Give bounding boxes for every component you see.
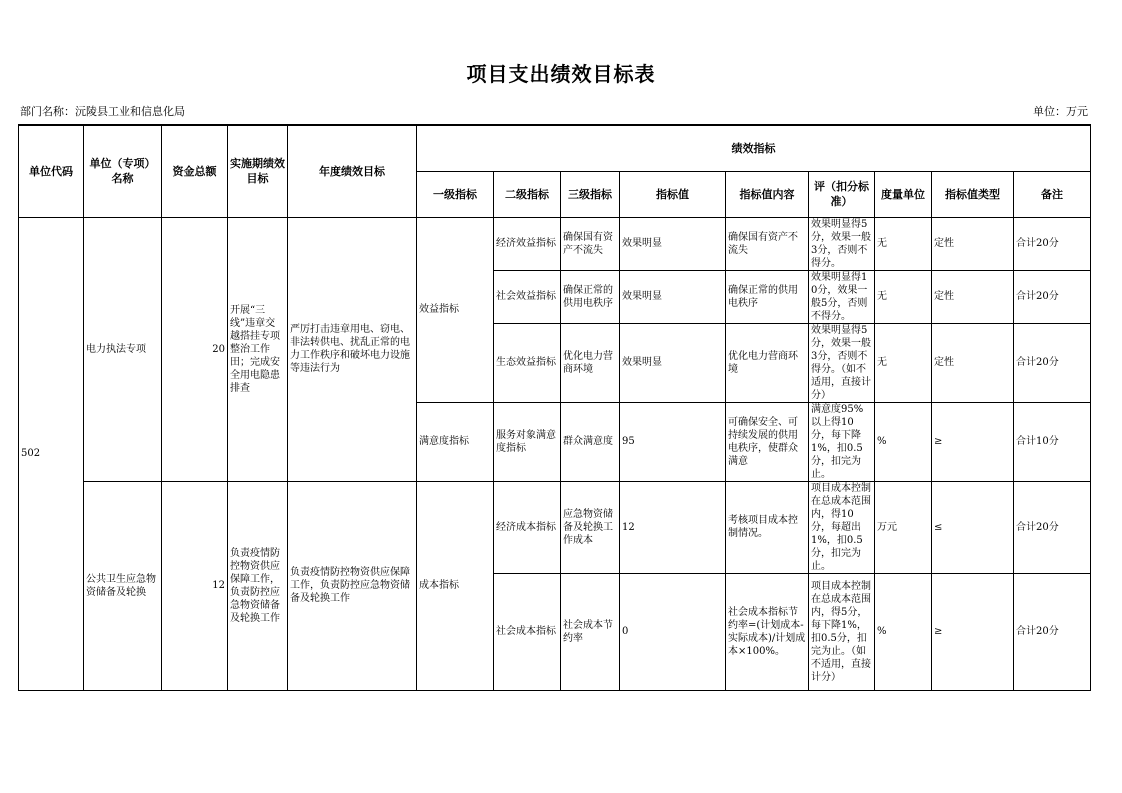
- header-value: 指标值: [620, 171, 726, 217]
- indicator-content: 考核项目成本控制情况。: [726, 481, 809, 573]
- header-value-content: 指标值内容: [726, 171, 809, 217]
- unit-code: 502: [19, 217, 84, 690]
- indicator-content: 优化电力营商环境: [726, 323, 809, 402]
- remark: 合计20分: [1014, 217, 1091, 270]
- value-type: ≥: [932, 402, 1014, 481]
- header-impl-goal: 实施期绩效目标: [228, 125, 288, 217]
- project-name: 电力执法专项: [84, 217, 162, 481]
- department-name: 部门名称：沅陵县工业和信息化局: [20, 105, 185, 118]
- project-annual-goal: 严厉打击违章用电、窃电、非法转供电、扰乱正常的电力工作秩序和破坏电力设施等违法行为: [288, 217, 417, 481]
- currency-unit: 单位：万元: [1033, 105, 1088, 118]
- measure-unit: 无: [875, 270, 932, 323]
- header-perf-indicators: 绩效指标: [417, 125, 1091, 171]
- header-annual-goal: 年度绩效目标: [288, 125, 417, 217]
- indicator-content: 可确保安全、可持续发展的供用电秩序，使群众满意: [726, 402, 809, 481]
- header-level3: 三级指标: [561, 171, 620, 217]
- indicator-content: 确保正常的供用电秩序: [726, 270, 809, 323]
- project-impl-goal: 开展“三线”违章交越搭挂专项整治工作田；完成安全用电隐患排查: [228, 217, 288, 481]
- level2-indicator: 经济效益指标: [494, 217, 561, 270]
- scoring-standard: 效果明显得5分，效果一般3分，否则不得分。（如不适用，直接计分）: [809, 323, 875, 402]
- level2-indicator: 生态效益指标: [494, 323, 561, 402]
- level3-indicator: 群众满意度: [561, 402, 620, 481]
- header-level1: 一级指标: [417, 171, 494, 217]
- header-level2: 二级指标: [494, 171, 561, 217]
- header-measure-unit: 度量单位: [875, 171, 932, 217]
- project-annual-goal: 负责疫情防控物资供应保障工作，负责防控应急物资储备及轮换工作: [288, 481, 417, 690]
- indicator-value: 效果明显: [620, 270, 726, 323]
- remark: 合计20分: [1014, 573, 1091, 690]
- level3-indicator: 确保正常的供用电秩序: [561, 270, 620, 323]
- header-unit-code: 单位代码: [19, 125, 84, 217]
- scoring-standard: 效果明显得5分，效果一般3分，否则不得分。: [809, 217, 875, 270]
- header-value-type: 指标值类型: [932, 171, 1014, 217]
- level2-indicator: 社会效益指标: [494, 270, 561, 323]
- indicator-content: 确保国有资产不流失: [726, 217, 809, 270]
- remark: 合计20分: [1014, 481, 1091, 573]
- scoring-standard: 项目成本控制在总成本范围内，得5分，每下降1%，扣0.5分，扣完为止。（如不适用，直接计分）: [809, 573, 875, 690]
- value-type: 定性: [932, 217, 1014, 270]
- value-type: ≤: [932, 481, 1014, 573]
- header-unit-name: 单位（专项）名称: [84, 125, 162, 217]
- level2-indicator: 社会成本指标: [494, 573, 561, 690]
- indicator-value: 效果明显: [620, 217, 726, 270]
- level3-indicator: 应急物资储备及轮换工作成本: [561, 481, 620, 573]
- level3-indicator: 确保国有资产不流失: [561, 217, 620, 270]
- indicator-value: 95: [620, 402, 726, 481]
- project-funds: 12: [162, 481, 228, 690]
- remark: 合计20分: [1014, 323, 1091, 402]
- indicator-value: 效果明显: [620, 323, 726, 402]
- scoring-standard: 项目成本控制在总成本范围内，得10分，每超出1%，扣0.5分，扣完为止。: [809, 481, 875, 573]
- level3-indicator: 优化电力营商环境: [561, 323, 620, 402]
- table-row: [19, 217, 1091, 270]
- project-name: 公共卫生应急物资储备及轮换: [84, 481, 162, 690]
- indicator-content: 社会成本指标节约率=(计划成本-实际成本)/计划成本×100%。: [726, 573, 809, 690]
- level2-indicator: 服务对象满意度指标: [494, 402, 561, 481]
- header-total-funds: 资金总额: [162, 125, 228, 217]
- header-row: [19, 125, 1091, 171]
- remark: 合计20分: [1014, 270, 1091, 323]
- remark: 合计10分: [1014, 402, 1091, 481]
- header-remark: 备注: [1014, 171, 1091, 217]
- project-impl-goal: 负责疫情防控物资供应保障工作，负责防控应急物资储备及轮换工作: [228, 481, 288, 690]
- table-row: [19, 481, 1091, 573]
- scoring-standard: 满意度95%以上得10分，每下降1%，扣0.5分，扣完为止。: [809, 402, 875, 481]
- measure-unit: %: [875, 573, 932, 690]
- project-funds: 20: [162, 217, 228, 481]
- measure-unit: 万元: [875, 481, 932, 573]
- page-title: 项目支出绩效目标表: [466, 62, 656, 86]
- measure-unit: 无: [875, 217, 932, 270]
- level1-indicator: 效益指标: [417, 217, 494, 402]
- performance-table: [18, 124, 1091, 691]
- value-type: 定性: [932, 323, 1014, 402]
- level1-indicator: 成本指标: [417, 481, 494, 690]
- level2-indicator: 经济成本指标: [494, 481, 561, 573]
- measure-unit: %: [875, 402, 932, 481]
- value-type: ≥: [932, 573, 1014, 690]
- header-scoring: 评（扣分标准）: [809, 171, 875, 217]
- level3-indicator: 社会成本节约率: [561, 573, 620, 690]
- scoring-standard: 效果明显得10分，效果一般5分，否则不得分。: [809, 270, 875, 323]
- level1-indicator: 满意度指标: [417, 402, 494, 481]
- value-type: 定性: [932, 270, 1014, 323]
- indicator-value: 0: [620, 573, 726, 690]
- indicator-value: 12: [620, 481, 726, 573]
- measure-unit: 无: [875, 323, 932, 402]
